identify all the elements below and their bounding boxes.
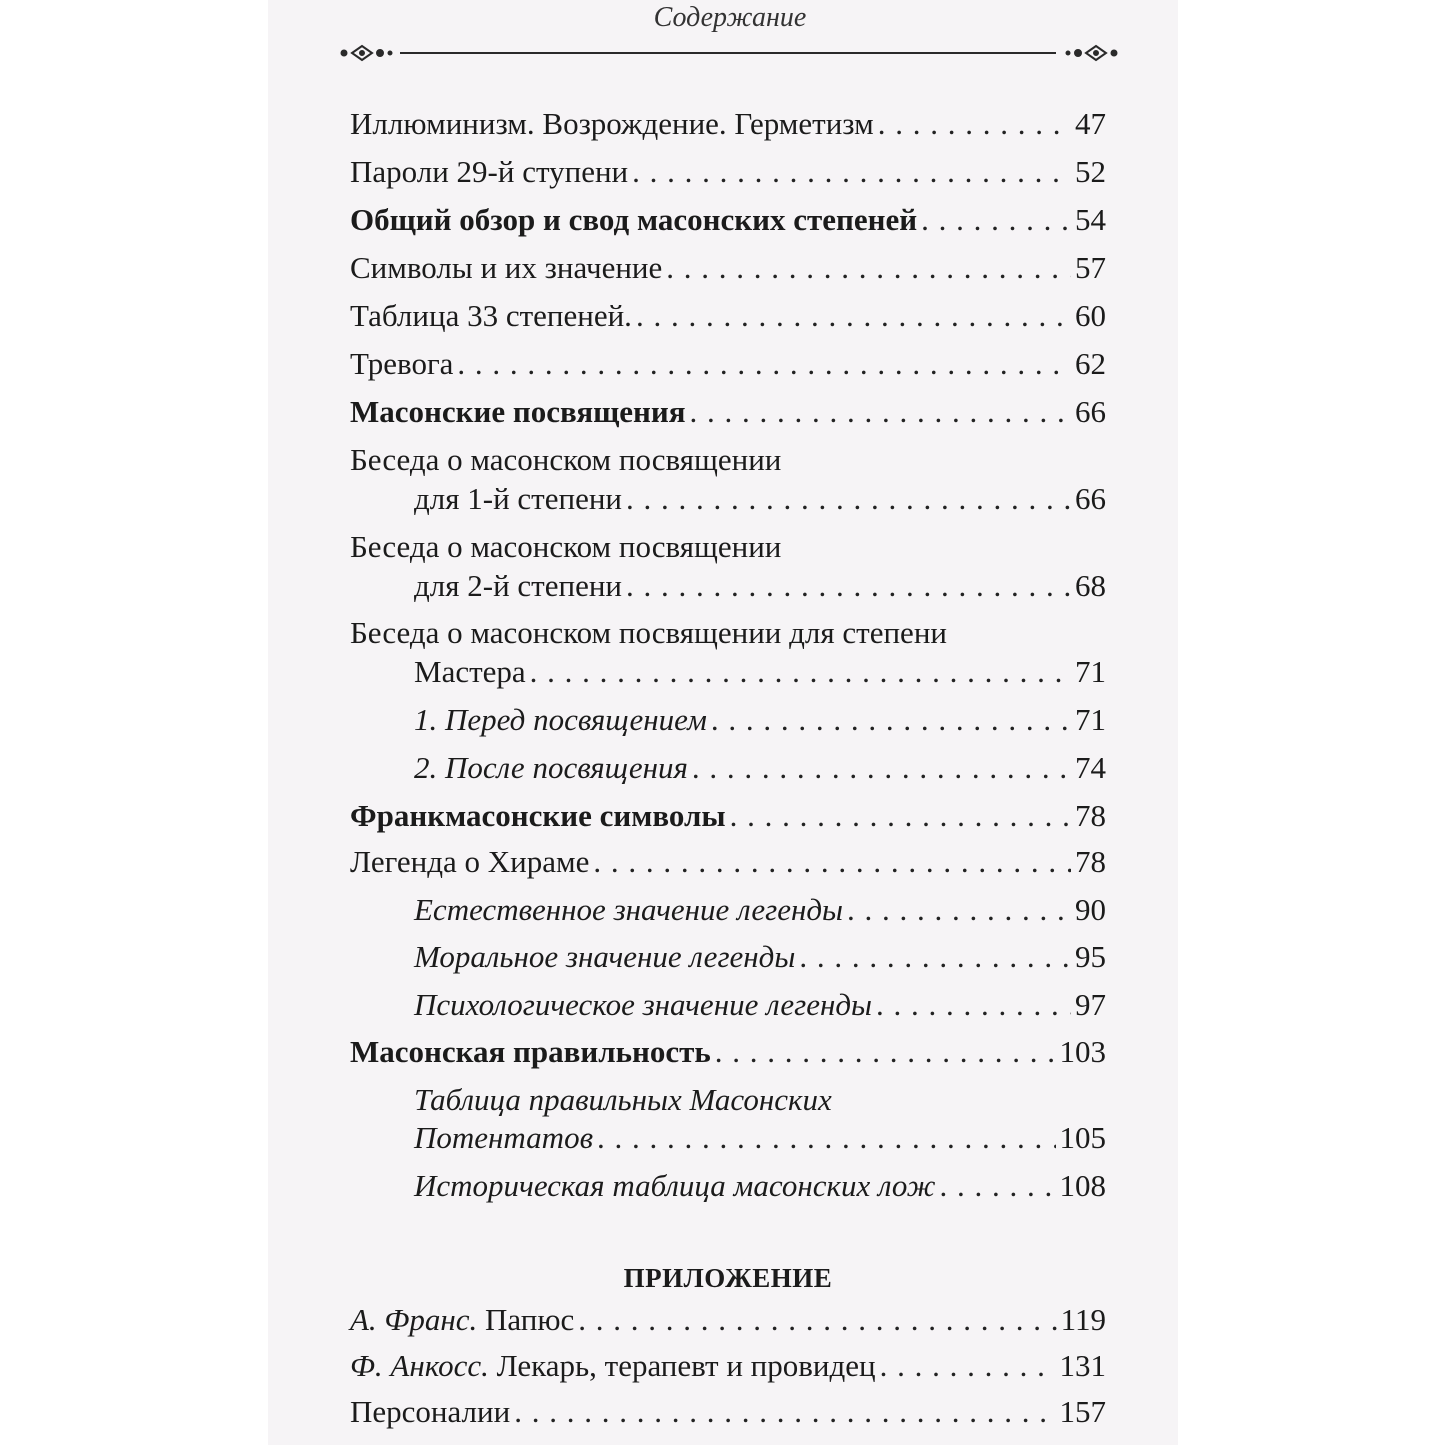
- toc-page-number: 74: [1075, 750, 1106, 785]
- appendix-heading: ПРИЛОЖЕНИЕ: [623, 1263, 833, 1293]
- toc-title: Моральное значение легенды: [414, 939, 796, 974]
- toc-title-line[interactable]: Беседа о масонском посвящении: [350, 529, 782, 564]
- toc-subentry[interactable]: [414, 935, 1106, 979]
- toc-page-number: 119: [1060, 1302, 1106, 1337]
- leader-dots: [457, 342, 1071, 386]
- toc-page-number: 66: [1075, 481, 1106, 516]
- leader-dots: [514, 1390, 1055, 1434]
- left-ornament-icon: [341, 46, 392, 60]
- toc-page-number: 60: [1075, 298, 1106, 333]
- toc-title: Таблица 33 степеней.: [350, 298, 632, 333]
- toc-entry[interactable]: [350, 840, 1106, 884]
- leader-dots: [876, 983, 1071, 1027]
- toc-page-number: 68: [1075, 568, 1106, 603]
- toc-page-number: 47: [1075, 106, 1106, 141]
- toc-title: 1. Перед посвящением: [414, 702, 707, 737]
- toc-entry[interactable]: [414, 650, 1106, 694]
- toc-page-number: 57: [1075, 250, 1106, 285]
- toc-title: Мастера: [414, 654, 526, 689]
- leader-dots: [939, 1164, 1055, 1208]
- toc-page-number: 95: [1075, 939, 1106, 974]
- toc-title-line[interactable]: Беседа о масонском посвящении для степени: [350, 615, 947, 650]
- toc-title: Иллюминизм. Возрождение. Герметизм: [350, 106, 874, 141]
- toc-entry[interactable]: [350, 246, 1106, 290]
- toc-title: Персоналии: [350, 1394, 511, 1429]
- toc-subentry[interactable]: [414, 983, 1106, 1027]
- toc-title: Папюс: [485, 1302, 575, 1337]
- toc-entry[interactable]: [350, 150, 1106, 194]
- toc-page-number: 105: [1059, 1120, 1106, 1155]
- toc-subentry[interactable]: [414, 698, 1106, 742]
- toc-title: Масонская правильность: [350, 1034, 711, 1069]
- toc-title: для 1-й степени: [414, 481, 623, 516]
- toc-title: Историческая таблица масонских лож: [414, 1168, 936, 1203]
- toc-title: 2. После посвящения: [414, 750, 688, 785]
- leader-dots: [847, 888, 1071, 932]
- leader-dots: [636, 294, 1071, 338]
- leader-dots: [632, 150, 1071, 194]
- toc-subentry[interactable]: [414, 746, 1106, 790]
- toc-subentry[interactable]: [414, 1164, 1106, 1208]
- leader-dots: [921, 198, 1071, 242]
- ornamental-header-rule: [338, 38, 1120, 68]
- toc-page-number: 52: [1075, 154, 1106, 189]
- toc-page-number: 97: [1075, 987, 1106, 1022]
- toc-title: для 2-й степени: [414, 568, 623, 603]
- toc-title: Масонские посвящения: [350, 394, 686, 429]
- leader-dots: [711, 698, 1071, 742]
- leader-dots: [578, 1298, 1056, 1342]
- toc-page-number: 108: [1059, 1168, 1106, 1203]
- appendix-entry[interactable]: [350, 1344, 1106, 1388]
- entry-author: Ф. Анкосс.: [350, 1348, 489, 1383]
- leader-dots: [530, 650, 1071, 694]
- toc-title: Психологическое значение легенды: [414, 987, 873, 1022]
- toc-subentry[interactable]: [414, 888, 1106, 932]
- toc-entry[interactable]: [350, 102, 1106, 146]
- toc-page-number: 78: [1075, 798, 1106, 833]
- toc-page-number: 71: [1075, 702, 1106, 737]
- toc-entry[interactable]: [350, 294, 1106, 338]
- toc-title: Потентатов: [414, 1120, 594, 1155]
- leader-dots: [597, 1116, 1055, 1160]
- toc-title: Естественное значение легенды: [414, 892, 844, 927]
- leader-dots: [690, 390, 1071, 434]
- toc-section-entry[interactable]: [350, 1030, 1106, 1074]
- toc-page-number: 71: [1075, 654, 1106, 689]
- toc-page-number: 103: [1059, 1034, 1106, 1069]
- entry-author: А. Франс.: [350, 1302, 478, 1337]
- toc-page-number: 90: [1075, 892, 1106, 927]
- appendix-entry[interactable]: [350, 1390, 1106, 1434]
- right-ornament-icon: [1066, 46, 1117, 60]
- toc-entry[interactable]: [350, 342, 1106, 386]
- toc-title: Символы и их значение: [350, 250, 663, 285]
- toc-title: Лекарь, терапевт и провидец: [496, 1348, 876, 1383]
- leader-dots: [715, 1030, 1056, 1074]
- toc-entry[interactable]: [414, 477, 1106, 521]
- leader-dots: [666, 246, 1071, 290]
- toc-title-line[interactable]: Беседа о масонском посвящении: [350, 442, 782, 477]
- leader-dots: [730, 794, 1071, 838]
- toc-page-number: 62: [1075, 346, 1106, 381]
- toc-page-number: 66: [1075, 394, 1106, 429]
- toc-page-number: 157: [1059, 1394, 1106, 1429]
- leader-dots: [799, 935, 1071, 979]
- leader-dots: [626, 564, 1071, 608]
- leader-dots: [878, 102, 1071, 146]
- toc-page-number: 54: [1075, 202, 1106, 237]
- toc-title: Пароли 29-й ступени: [350, 154, 629, 189]
- toc-section-entry[interactable]: [350, 794, 1106, 838]
- toc-title: Легенда о Хираме: [350, 844, 590, 879]
- toc-page-number: 78: [1075, 844, 1106, 879]
- leader-dots: [593, 840, 1071, 884]
- leader-dots: [626, 477, 1071, 521]
- toc-section-entry[interactable]: [350, 198, 1106, 242]
- leader-dots: [692, 746, 1071, 790]
- leader-dots: [880, 1344, 1056, 1388]
- toc-section-entry[interactable]: [350, 390, 1106, 434]
- appendix-entry[interactable]: [350, 1298, 1106, 1342]
- toc-subentry[interactable]: [414, 1116, 1106, 1160]
- toc-entry[interactable]: [414, 564, 1106, 608]
- toc-page-number: 131: [1059, 1348, 1106, 1383]
- toc-title: Тревога: [350, 346, 454, 381]
- toc-title-line[interactable]: Таблица правильных Масонских: [414, 1082, 832, 1117]
- toc-title: Франкмасонские символы: [350, 798, 726, 833]
- running-head-title: Содержание: [653, 2, 807, 33]
- toc-title: Общий обзор и свод масонских степеней: [350, 202, 918, 237]
